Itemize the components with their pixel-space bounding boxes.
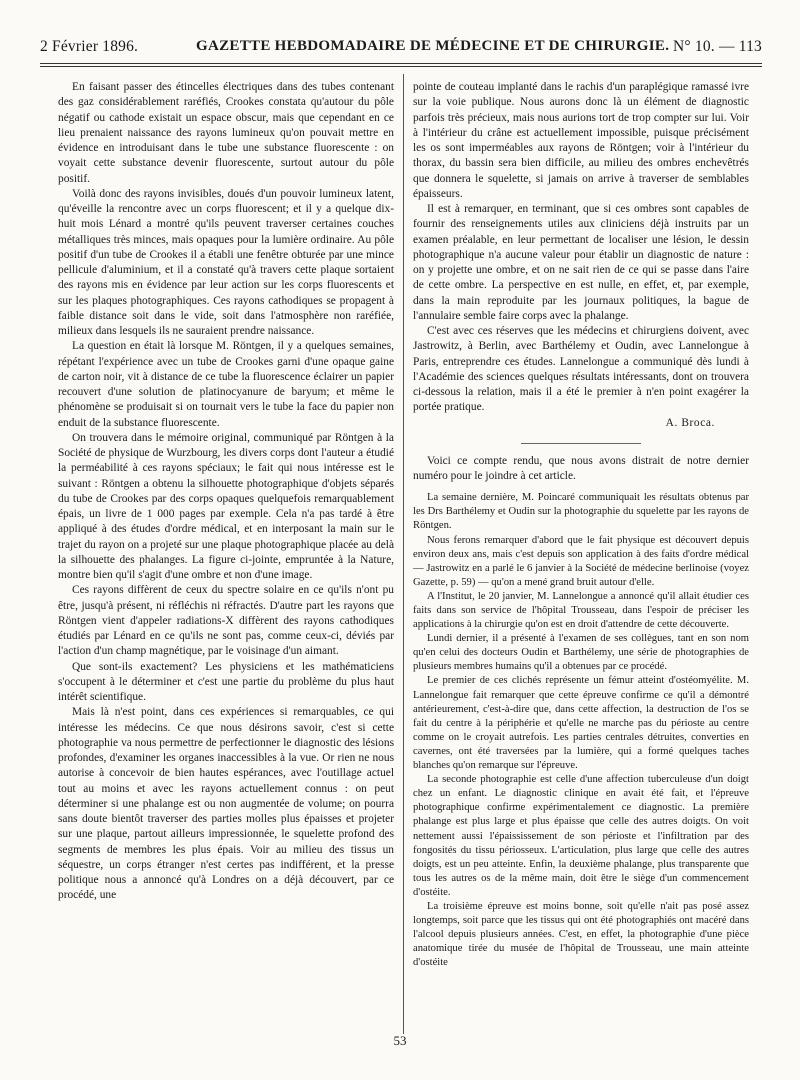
paragraph: Voilà donc des rayons invisibles, doués d'un pouvoir lumineux latent, qu'éveille la rencontre avec un corps fluorescent; et il y a quelque dix-huit mois Lénard a montré qu'ils peuvent traverser certaines couches métalliques très minces, mais opaques pour la lumière ordinaire. Au pôle positif d'un tube de Crookes il a établi une fenêtre obturée par une mince pellicule d'aluminium, et il a constaté qu'à travers cette plaque sortaient des rayons mis en évidence par leur action sur les corps fluorescents et sur les plaques photographiques. Ces rayons cathodiques se propagent à faible distance soit dans le vide, soit dans l'atmosphère non raréfiée, milieux dans lesquels ils ne sauraient prendre naissance. — [58, 187, 394, 337]
paragraph: C'est avec ces réserves que les médecins et chirurgiens doivent, avec Jastrowitz, à Berlin, avec Barthélemy et Oudin, avec Lannelongue à Paris, entreprendre ces études. Lannelongue a communiqué dès lundi à l'Académie des sciences quelques résultats intéressants, dont on trouvera ci-dessous la relation, mais il a été le premier à n'en point exagérer la portée pratique. — [413, 325, 749, 414]
section-separator — [521, 443, 641, 444]
column-divider — [403, 74, 404, 1034]
paragraph: Ces rayons diffèrent de ceux du spectre solaire en ce qu'ils n'ont pu être, jusqu'à présent, ni réfléchis ni réfractés. D'autre part les rayons que Röntgen vient d'appeler radiations-X diffèrent des rayons cathodiques étudiés par Lénard en ce qu'ils ne sont pas, comme ceux-ci, déviés par l'action d'un champ magnétique, par le voisinage d'un aimant. — [58, 584, 394, 658]
report-paragraph: La semaine dernière, M. Poincaré communiquait les résultats obtenus par les Drs Barthélemy et Oudin sur la photographie du squelette par les rayons de Röntgen. — [413, 492, 749, 532]
continued-paragraph: pointe de couteau implanté dans le rachis d'un paraplégique ramassé ivre sur la voie publique. Nous aurons donc là un élément de diagnostic parfois très précieux, mais nous aurions tort de trop compter sur lui. Voir à l'intérieur du crâne est actuellement impossible, puisque précisément les os sont imperméables aux rayons de Röntgen; voir à l'intérieur du thorax, du bassin sera bien difficile, au milieu des ombres enchevêtrés que donnera le squelette, si jamais on arrive à traverser de semblables épaisseurs. — [413, 81, 749, 200]
paragraph: On trouvera dans le mémoire original, communiqué par Röntgen à la Société de physique de Wurzbourg, les divers corps dont l'auteur a étudié la perméabilité à ces rayons spéciaux; le fait qui nous intéresse est le suivant : Röntgen a obtenu la silhouette photographique d'objets séparés du tube de Crookes par des corps opaques quelquefois remarquablement épais, un livre de 1 000 pages par exemple. Cela n'a pas tardé à être appliqué à des études d'ordre médical, et en interposant la main sur le trajet du rayon on a projeté sur une plaque photographique placée au delà la silhouette des phalanges. La figure ci-jointe, empruntée à la Nature, montre bien qu'il s'agit d'une ombre et non d'une image. — [58, 431, 394, 581]
report-intro: Voici ce compte rendu, que nous avons distrait de notre dernier numéro pour le joindre à cet article. — [413, 454, 749, 482]
report-paragraph: A l'Institut, le 20 janvier, M. Lannelongue a annoncé qu'il allait étudier ces faits dans son service de l'hôpital Trousseau, dans l'espoir de préciser les applications à la chirurgie qu'on est en droit d'attendre de cette découverte. — [413, 590, 749, 631]
author-signature: A. Broca. — [665, 416, 715, 429]
report-paragraph: Le premier de ces clichés représente un fémur atteint d'ostéomyélite. M. Lannelongue fait remarquer que cette épreuve confirme ce qu'il a démontré antérieurement, c'est-à-dire que, dans cette affection, la destruction de l'os se fait du centre à la périphérie et qu'elle ne marche pas du périoste au centre comme on le croyait autrefois. Les parties centrales détruites, converties en cavernes, ont été traversées par la lumière, qui a formé quelques taches blanches qu'on remarque sur l'épreuve. — [413, 675, 749, 772]
page-number: 53 — [393, 1033, 407, 1048]
paragraph: Mais là n'est point, dans ces expériences si remarquables, ce qui intéresse les médecins. Ce que nous désirons savoir, c'est si cette photographie va nous permettre de perfectionner le diagnostic des lésions profondes, d'examiner les organes inaccessibles à la vue. Or rien ne nous autorise à concevoir de bien hautes espérances, avec l'outillage actuel tout au moins et avec les rayons actuellement connus : on peut déterminer si une phalange est ou non augmentée de volume; on pourra sans doute bientôt traverser des parties molles plus épaisses et projeter sur une plaque, partout ailleurs impressionnée, le squelette profond des segments de membres les plus épais. Voir au milieu des tissus un séquestre, un corps étranger n'est certes pas indifférent, et la presse politique nous a annoncé qu'à Londres on a déjà découvert, par ce procédé, une — [58, 706, 394, 902]
page-header — [40, 38, 762, 60]
issue-date: 2 Février 1896. — [40, 38, 139, 55]
report-paragraph: La seconde photographie est celle d'une affection tuberculeuse d'un doigt chez un enfant. Le diagnostic clinique en avait été fait, et l'épreuve photographique confirme expérimentalement ce diagnostic. La première phalange est plus large et plus épaisse que celle des autres doigts. On voit nettement aussi l'épaississement de son périoste et l'infiltration par des fongosités du tissu périosseux. L'articulation, plus large que celle des autres doigts, est un peu atteinte. Enfin, la deuxième phalange, plus transparente que tous les autres os de la même main, doit être le siège d'un commencement d'ostéite. — [413, 774, 749, 898]
report-paragraph: Nous ferons remarquer d'abord que le fait physique est découvert depuis environ deux ans, mais c'est depuis son application à des faits d'ordre médical — Jastrowitz en a parlé le 6 janvier à la Société de médecine berlinoise (voyez Gazette, p. 59) — qu'on a mené grand bruit autour d'elle. — [413, 534, 749, 588]
right-column — [413, 80, 749, 970]
paragraph: En faisant passer des étincelles électriques dans des tubes contenant des gaz considérablement raréfiés, Crookes constata qu'autour du pôle négatif ou cathode existait un espace obscur, mais que cependant en ce lieu prenaient naissance des rayons lumineux qu'on pouvait mettre en évidence en introduisant dans le tube une substance fluorescente : on voyait cette substance devenir fluorescente, surtout autour du pôle positif. — [58, 81, 394, 185]
paragraph: Que sont-ils exactement? Les physiciens et les mathématiciens s'occupent à le déterminer et c'est une partie du problème du plus haut intérêt scientifique. — [58, 660, 394, 703]
paragraph: Il est à remarquer, en terminant, que si ces ombres sont capables de fournir des renseignements utiles aux cliniciens déjà instruits par un examen préalable, en leur permettant de localiser une lésion, le dessin photographique n'a aucune valeur pour établir un diagnostic de nature : on y projette une ombre, et on ne sait rien de ce qui se passe dans l'aire de cette ombre. La perspective en est nulle, en effet, et, par exemple, dans la main reproduite par les journaux politiques, la bague de l'annulaire semble faire corps avec la phalange. — [413, 203, 749, 322]
header-rule-double — [40, 66, 762, 67]
left-column — [58, 80, 394, 904]
report-paragraph: La troisième épreuve est moins bonne, soit qu'elle n'ait pas posé assez longtemps, soit parce que les tissus qui ont été photographiés ont macéré dans l'alcool depuis plusieurs années. C'est, en effet, la photographie d'une pièce anatomique tirée du musée de l'hôpital de Trousseau, une main atteinte d'ostéite — [413, 900, 749, 969]
header-rule — [40, 63, 762, 64]
issue-number: N° 10. — 113 — [673, 38, 762, 55]
report-paragraph: Lundi dernier, il a présenté à l'examen de ses collègues, tant en son nom qu'en celui des docteurs Oudin et Barthélemy, une série de photographies de plusieurs membres humains qu'il a obtenues par ce procédé. — [413, 633, 749, 673]
journal-title: GAZETTE HEBDOMADAIRE DE MÉDECINE ET DE CHIRURGIE. — [196, 38, 670, 54]
paragraph: La question en était là lorsque M. Röntgen, il y a quelques semaines, répétant l'expérience avec un tube de Crookes garni d'une opaque gaine de carton noir, vit à distance de ce tube la fluorescence éclairer un papier recouvert d'une solution de platinocyanure de baryum; et même le phénomène se produisait si on tournait vers le tube la face du papier non enduit de la substance fluorescente. — [58, 340, 394, 429]
